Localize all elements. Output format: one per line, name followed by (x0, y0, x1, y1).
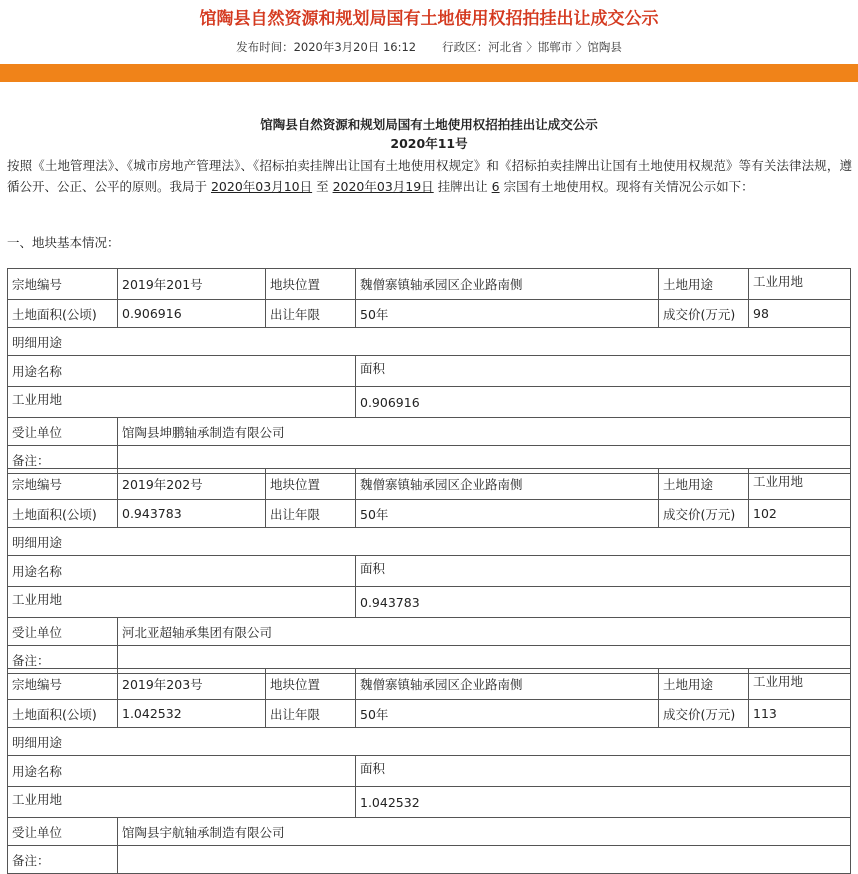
detail-area-value: 0.906916 (356, 387, 851, 418)
detail-use-name: 工业用地 (8, 587, 356, 618)
grantee-label: 受让单位 (8, 818, 118, 846)
detail-use-heading: 明细用途 (8, 528, 851, 556)
land-use-label: 土地用途 (659, 469, 749, 500)
location-value: 魏僧寨镇轴承园区企业路南侧 (356, 669, 659, 700)
detail-area-value: 0.943783 (356, 587, 851, 618)
location-label: 地块位置 (266, 669, 356, 700)
parcel-no-value: 2019年203号 (118, 669, 266, 700)
parcel-no-value: 2019年202号 (118, 469, 266, 500)
land-use-label: 土地用途 (659, 669, 749, 700)
table-row (8, 846, 851, 874)
area-value: 1.042532 (118, 700, 266, 728)
table-row (8, 556, 851, 587)
parcel-no-label: 宗地编号 (8, 269, 118, 300)
table-row (8, 787, 851, 818)
sub-area-label: 面积 (356, 556, 851, 587)
remarks-label: 备注： (8, 446, 118, 474)
table-row (8, 387, 851, 418)
table-row (8, 328, 851, 356)
table-row (8, 269, 851, 300)
table-row (8, 669, 851, 700)
location-value: 魏僧寨镇轴承园区企业路南侧 (356, 469, 659, 500)
price-value: 102 (749, 500, 851, 528)
sub-area-label: 面积 (356, 756, 851, 787)
parcel-no-label: 宗地编号 (8, 469, 118, 500)
publish-label: 发布时间： (236, 40, 294, 54)
area-label: 土地面积(公顷) (8, 300, 118, 328)
land-use-label: 土地用途 (659, 269, 749, 300)
term-label: 出让年限 (266, 300, 356, 328)
table-row (8, 618, 851, 646)
end-date: 2020年03月19日 (332, 179, 434, 194)
price-value: 98 (749, 300, 851, 328)
grantee-label: 受让单位 (8, 618, 118, 646)
price-label: 成交价(万元) (659, 300, 749, 328)
intro-paragraph (7, 155, 852, 197)
detail-use-name: 工业用地 (8, 787, 356, 818)
parcel-table (7, 268, 851, 474)
table-row (8, 500, 851, 528)
parcel-no-label: 宗地编号 (8, 669, 118, 700)
table-row (8, 469, 851, 500)
grantee-value: 馆陶县坤鹏轴承制造有限公司 (118, 418, 851, 446)
section-heading: 一、地块基本情况： (7, 235, 120, 250)
location-value: 魏僧寨镇轴承园区企业路南侧 (356, 269, 659, 300)
term-value: 50年 (356, 300, 659, 328)
to-text: 至 (312, 179, 333, 194)
detail-area-value: 1.042532 (356, 787, 851, 818)
parcel-table (7, 468, 851, 674)
area-label: 土地面积(公顷) (8, 500, 118, 528)
term-value: 50年 (356, 700, 659, 728)
page-title: 馆陶县自然资源和规划局国有土地使用权招拍挂出让成交公示 (199, 9, 659, 29)
table-row (8, 728, 851, 756)
term-value: 50年 (356, 500, 659, 528)
header-divider-bar (0, 64, 858, 82)
publish-meta (0, 39, 858, 55)
publish-time: 2020年3月20日 16:12 (293, 40, 417, 54)
price-label: 成交价(万元) (659, 500, 749, 528)
table-row (8, 418, 851, 446)
price-label: 成交价(万元) (659, 700, 749, 728)
table-row (8, 356, 851, 387)
remarks-label: 备注： (8, 846, 118, 874)
table-row (8, 528, 851, 556)
intro-prefix: 按照《土地管理法》、《城市房地产管理法》、《招标拍卖挂牌出让国有土地使用权规定》和《招标拍卖挂牌出让国有土地使用权规范》等有关法律法规，遵循公开、公正、公平的原则。我局于 (7, 158, 852, 194)
table-row (8, 300, 851, 328)
start-date: 2020年03月10日 (210, 179, 313, 194)
location-label: 地块位置 (266, 469, 356, 500)
remarks-label: 备注： (8, 646, 118, 674)
table-row (8, 587, 851, 618)
land-use-value: 工业用地 (749, 269, 851, 300)
parcel-count: 6 (491, 179, 500, 194)
detail-use-name: 工业用地 (8, 387, 356, 418)
table-row (8, 700, 851, 728)
term-label: 出让年限 (266, 700, 356, 728)
document-title: 馆陶县自然资源和规划局国有土地使用权招拍挂出让成交公示 (260, 117, 598, 132)
parcel-no-value: 2019年201号 (118, 269, 266, 300)
price-value: 113 (749, 700, 851, 728)
area-value: 0.906916 (118, 300, 266, 328)
area-label: 土地面积(公顷) (8, 700, 118, 728)
parcel-table (7, 668, 851, 874)
mid-text: 挂牌出让 (433, 179, 492, 194)
use-name-label: 用途名称 (8, 556, 356, 587)
use-name-label: 用途名称 (8, 356, 356, 387)
remarks-value (118, 846, 851, 874)
detail-use-heading: 明细用途 (8, 328, 851, 356)
table-row (8, 818, 851, 846)
table-row (8, 756, 851, 787)
region-label: 行政区： (442, 40, 489, 54)
grantee-value: 馆陶县宇航轴承制造有限公司 (118, 818, 851, 846)
grantee-value: 河北亚超轴承集团有限公司 (118, 618, 851, 646)
land-use-value: 工业用地 (749, 669, 851, 700)
grantee-label: 受让单位 (8, 418, 118, 446)
term-label: 出让年限 (266, 500, 356, 528)
land-use-value: 工业用地 (749, 469, 851, 500)
detail-use-heading: 明细用途 (8, 728, 851, 756)
area-value: 0.943783 (118, 500, 266, 528)
sub-area-label: 面积 (356, 356, 851, 387)
location-label: 地块位置 (266, 269, 356, 300)
region-breadcrumb[interactable]: 河北省 〉邯郸市 〉馆陶县 (488, 40, 622, 54)
intro-suffix: 宗国有土地使用权。现将有关情况公示如下： (499, 179, 754, 194)
use-name-label: 用途名称 (8, 756, 356, 787)
document-number: 2020年11号 (390, 136, 468, 151)
